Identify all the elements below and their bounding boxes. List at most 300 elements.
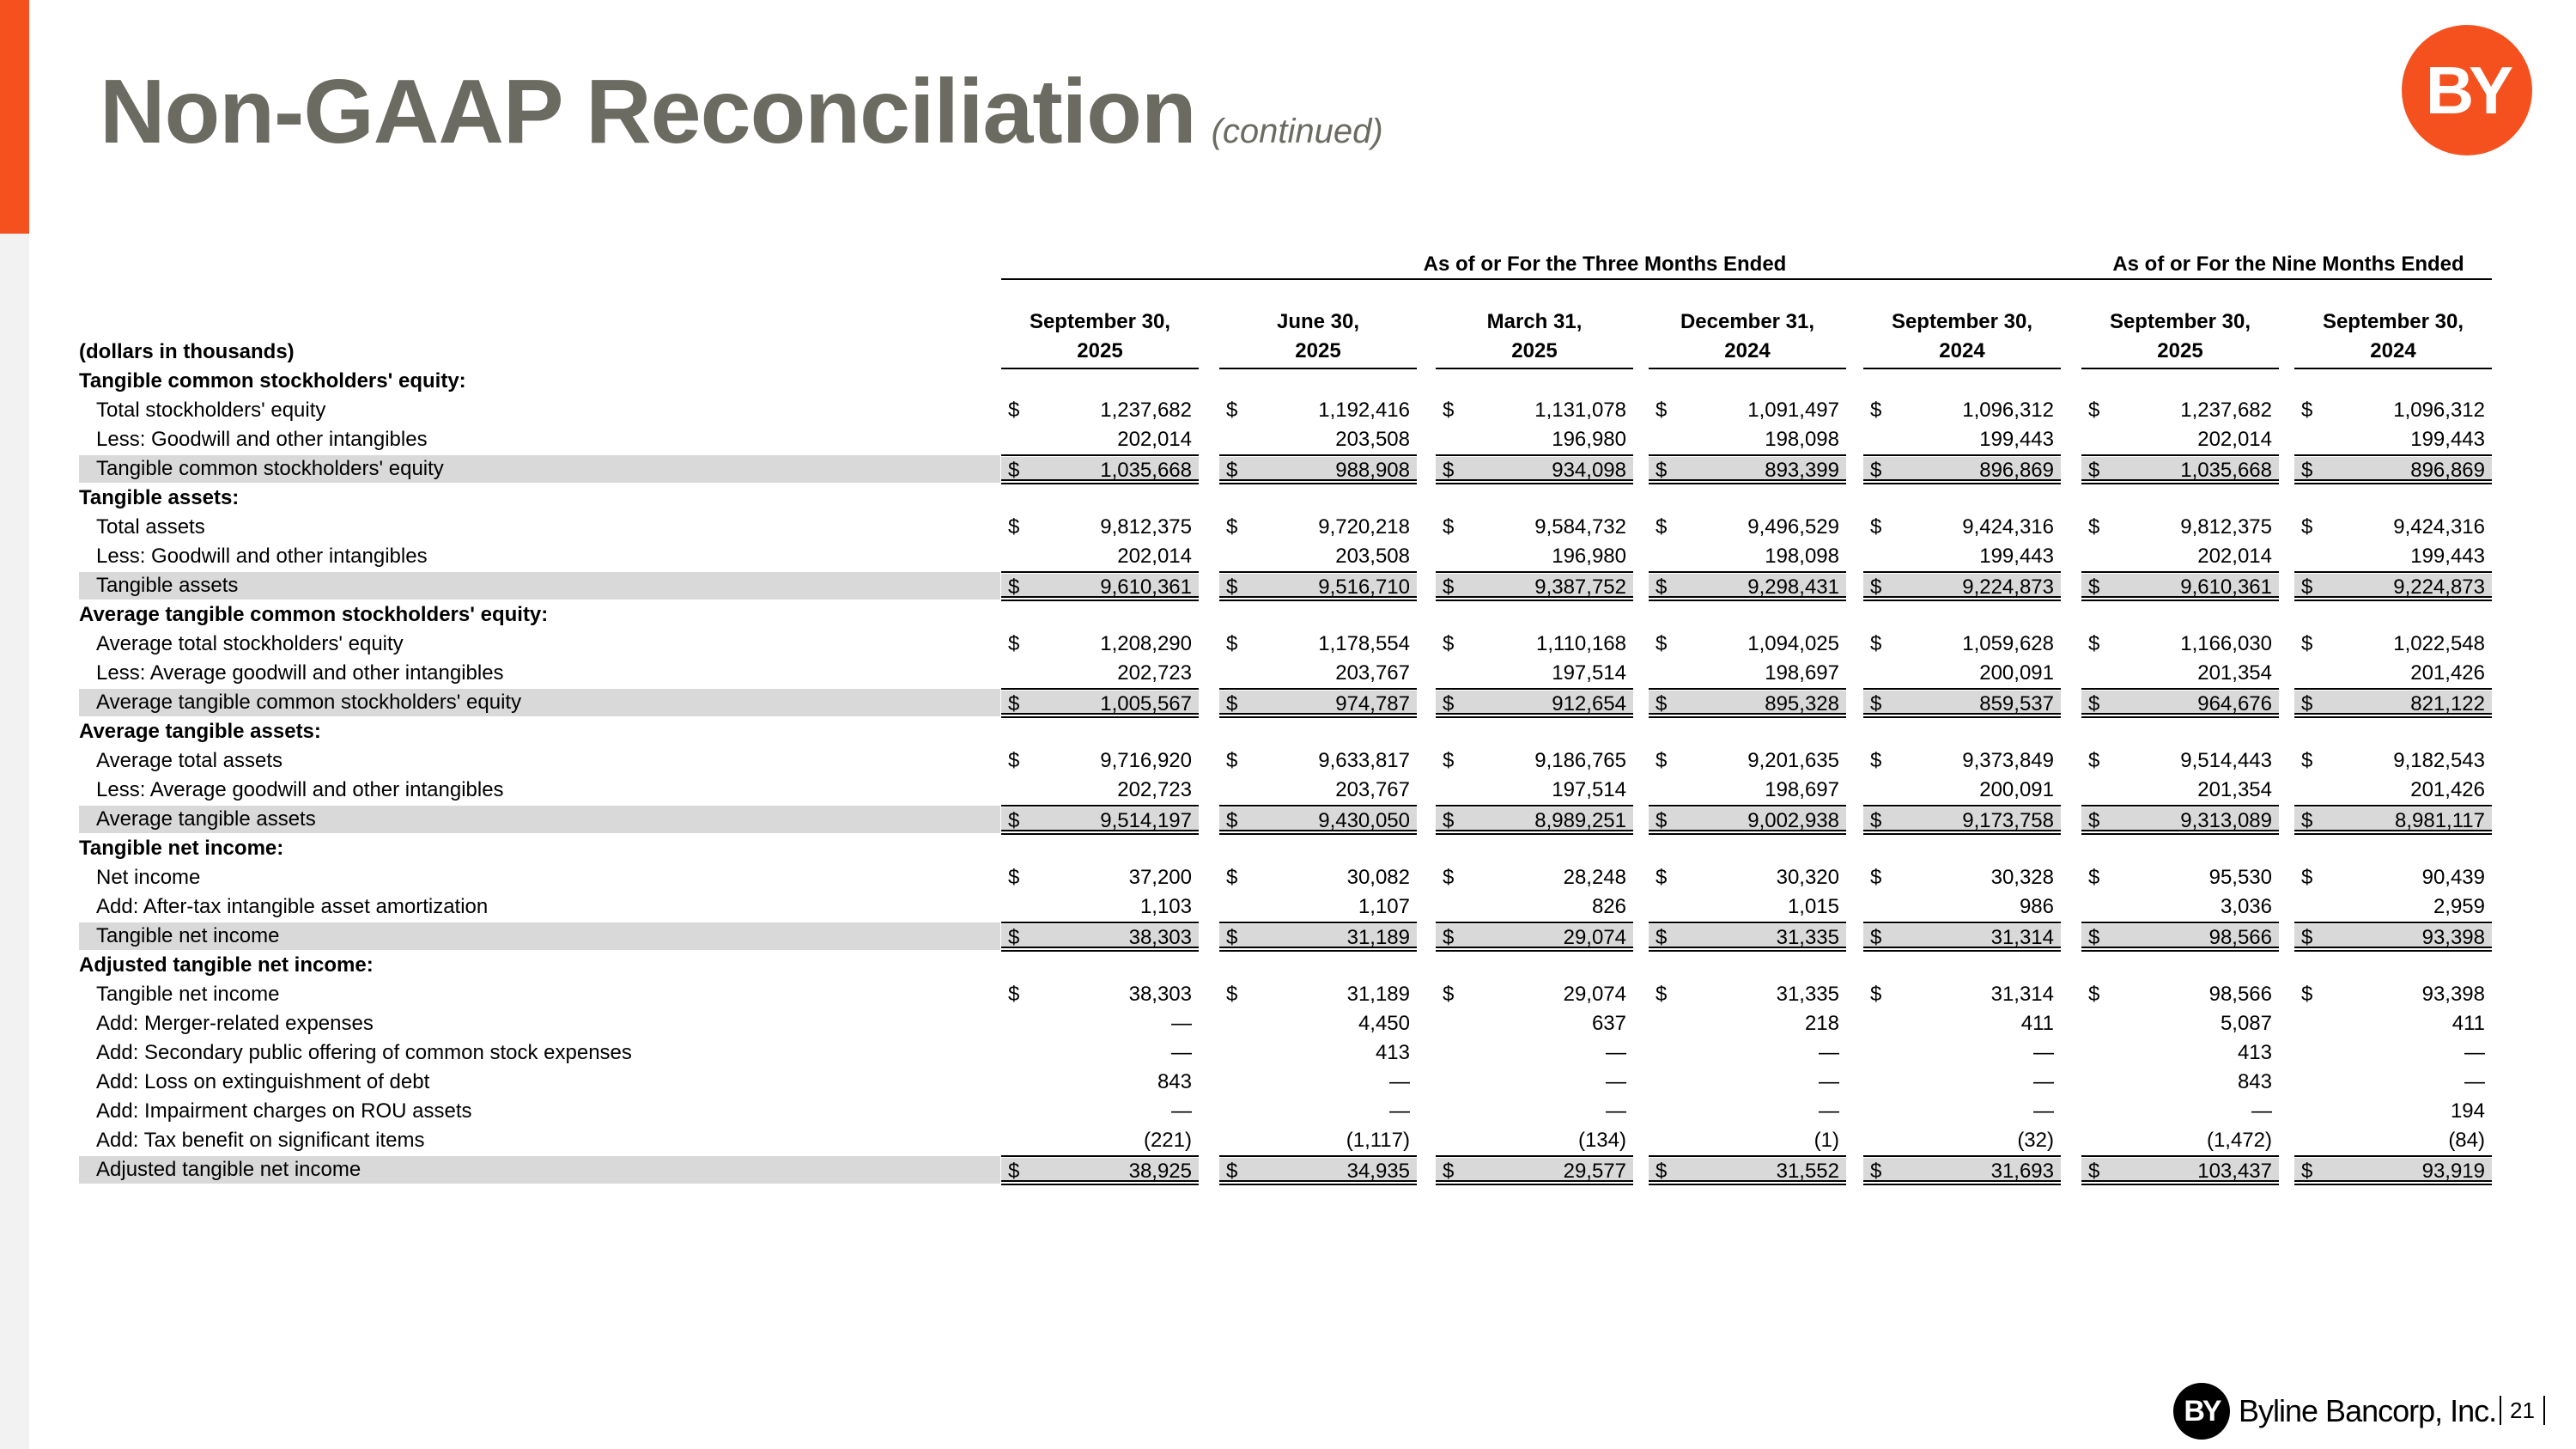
currency-symbol: $ <box>1443 459 1455 482</box>
cell-value: (134) <box>1577 1129 1626 1152</box>
cell-value: 31,314 <box>1990 983 2054 1006</box>
table-cell <box>1436 425 1633 454</box>
currency-symbol: $ <box>1226 749 1238 772</box>
cell-value: 1,035,668 <box>2180 459 2272 482</box>
page-title <box>100 60 1383 164</box>
cell-value: 38,303 <box>1128 926 1192 949</box>
currency-symbol: $ <box>1870 515 1882 539</box>
currency-symbol: $ <box>1656 1160 1668 1183</box>
cell-value: — <box>2251 1099 2272 1123</box>
subtotal-row <box>79 454 2483 484</box>
cell-value: 198,697 <box>1765 778 1839 801</box>
cell-value: 30,328 <box>1990 866 2054 889</box>
table-cell <box>2081 1038 2279 1068</box>
table-cell <box>1863 980 2061 1009</box>
table-cell <box>1219 1009 1417 1038</box>
currency-symbol: $ <box>2301 399 2313 422</box>
table-cell <box>1863 922 2061 952</box>
currency-symbol: $ <box>2088 692 2100 715</box>
table-cell <box>1863 1068 2061 1097</box>
table-cell <box>1649 571 1846 601</box>
row-label: Adjusted tangible net income <box>96 1158 361 1181</box>
row-label: Less: Goodwill and other intangibles <box>96 545 428 568</box>
cell-value: 9,514,443 <box>2180 749 2272 772</box>
cell-value: 974,787 <box>1335 692 1410 715</box>
cell-value: 411 <box>2451 1012 2485 1035</box>
footer-logo <box>2173 1383 2496 1440</box>
table-cell <box>1436 571 1633 601</box>
currency-symbol: $ <box>1226 926 1238 949</box>
cell-value: — <box>1819 1041 1839 1064</box>
table-cell <box>1001 454 1199 484</box>
table-cell <box>1649 922 1846 952</box>
table-cell <box>1436 776 1633 805</box>
table-cell <box>1219 1068 1417 1097</box>
table-cell <box>1436 454 1633 484</box>
table-cell <box>2294 1126 2492 1155</box>
table-cell <box>1001 1038 1199 1068</box>
cell-value: (1,472) <box>2206 1129 2272 1152</box>
cell-value: 826 <box>1591 895 1626 918</box>
cell-value: — <box>1171 1012 1192 1035</box>
currency-symbol: $ <box>2088 399 2100 422</box>
row-label: Total stockholders' equity <box>96 399 326 422</box>
table-cell <box>2294 396 2492 425</box>
table-cell <box>1649 1009 1846 1038</box>
currency-symbol: $ <box>1008 575 1020 599</box>
column-header-line2: 2025 <box>2157 339 2203 362</box>
table-cell <box>2081 980 2279 1009</box>
table-cell <box>1001 1009 1199 1038</box>
table-cell <box>1219 659 1417 688</box>
currency-symbol: $ <box>2088 866 2100 889</box>
currency-symbol: $ <box>1226 459 1238 482</box>
currency-symbol: $ <box>1443 866 1455 889</box>
table-cell <box>1219 630 1417 659</box>
cell-value: 9,224,873 <box>1962 575 2054 599</box>
row-label: Average total stockholders' equity <box>96 632 404 655</box>
currency-symbol: $ <box>1656 809 1668 832</box>
cell-value: — <box>1171 1041 1192 1064</box>
cell-value: 93,919 <box>2421 1160 2485 1183</box>
row-label: Add: Secondary public offering of common stock expenses <box>96 1041 632 1064</box>
currency-symbol: $ <box>1656 459 1668 482</box>
table-row <box>79 1009 2483 1038</box>
currency-symbol: $ <box>2301 575 2313 599</box>
table-cell <box>1001 863 1199 892</box>
table-cell <box>2081 513 2279 542</box>
row-label: Adjusted tangible net income: <box>79 953 374 977</box>
table-cell <box>2081 425 2279 454</box>
table-cell <box>1436 805 1633 835</box>
table-cell <box>1649 630 1846 659</box>
currency-symbol: $ <box>1656 866 1668 889</box>
column-header-line1: September 30, <box>2322 310 2464 333</box>
table-cell <box>2081 805 2279 835</box>
cell-value: 1,192,416 <box>1318 399 1410 422</box>
table-cell <box>1219 1097 1417 1126</box>
cell-value: 1,110,168 <box>1536 632 1626 655</box>
cell-value: 199,443 <box>2410 428 2485 451</box>
table-row <box>79 396 2483 425</box>
table-cell <box>1863 892 2061 922</box>
cell-value: 3,036 <box>2220 895 2272 918</box>
table-cell <box>1863 425 2061 454</box>
currency-symbol: $ <box>1008 692 1020 715</box>
table-cell <box>1863 1126 2061 1155</box>
section-header-row <box>79 834 2483 863</box>
table-row <box>79 746 2483 776</box>
currency-symbol: $ <box>1443 515 1455 539</box>
cell-value: 202,723 <box>1117 778 1192 801</box>
row-label: Add: Merger-related expenses <box>96 1012 374 1035</box>
cell-value: 8,981,117 <box>2395 809 2485 832</box>
table-cell <box>2081 688 2279 718</box>
cell-value: 1,237,682 <box>2180 399 2272 422</box>
table-cell <box>2081 454 2279 484</box>
cell-value: 895,328 <box>1765 692 1839 715</box>
currency-symbol: $ <box>2301 809 2313 832</box>
row-label: Tangible common stockholders' equity: <box>79 369 466 393</box>
currency-symbol: $ <box>1443 632 1455 655</box>
cell-value: 93,398 <box>2421 983 2485 1006</box>
cell-value: 31,693 <box>1990 1160 2054 1183</box>
column-header-line1: December 31, <box>1680 310 1815 333</box>
table-cell <box>1863 396 2061 425</box>
table-cell <box>1649 396 1846 425</box>
row-label: Add: Tax benefit on significant items <box>96 1129 425 1152</box>
cell-value: 90,439 <box>2421 866 2485 889</box>
currency-symbol: $ <box>1226 809 1238 832</box>
table-cell <box>1649 1097 1846 1126</box>
table-cell <box>1436 1068 1633 1097</box>
cell-value: 98,566 <box>2208 983 2272 1006</box>
currency-symbol: $ <box>1443 749 1455 772</box>
cell-value: 411 <box>2020 1012 2054 1035</box>
cell-value: 29,074 <box>1563 983 1626 1006</box>
column-header <box>2294 307 2492 369</box>
currency-symbol: $ <box>1443 399 1455 422</box>
cell-value: 843 <box>1157 1070 1192 1093</box>
section-header-row <box>79 951 2483 980</box>
cell-value: 9,173,758 <box>1962 809 2054 832</box>
cell-value: — <box>1389 1070 1410 1093</box>
currency-symbol: $ <box>1656 515 1668 539</box>
table-cell <box>2081 1155 2279 1185</box>
row-label: Average tangible assets <box>96 807 316 831</box>
table-cell <box>1436 513 1633 542</box>
currency-symbol: $ <box>2088 926 2100 949</box>
table-cell <box>1649 513 1846 542</box>
column-header <box>2081 307 2279 369</box>
cell-value: 200,091 <box>1979 778 2054 801</box>
cell-value: 9,516,710 <box>1318 575 1410 599</box>
row-label: Average total assets <box>96 749 283 772</box>
currency-symbol: $ <box>2301 983 2313 1006</box>
cell-value: 1,091,497 <box>1747 399 1839 422</box>
cell-value: (32) <box>2017 1129 2054 1152</box>
cell-value: 934,098 <box>1552 459 1626 482</box>
currency-symbol: $ <box>2301 1160 2313 1183</box>
cell-value: 34,935 <box>1346 1160 1410 1183</box>
row-label: Less: Goodwill and other intangibles <box>96 428 428 451</box>
table-cell <box>1863 1038 2061 1068</box>
row-label: Tangible common stockholders' equity <box>96 457 444 480</box>
cell-value: 93,398 <box>2421 926 2485 949</box>
cell-value: 4,450 <box>1358 1012 1410 1035</box>
table-cell <box>1649 746 1846 776</box>
table-row <box>79 892 2483 922</box>
cell-value: 203,508 <box>1335 545 1410 568</box>
cell-value: 203,508 <box>1335 428 1410 451</box>
cell-value: 1,131,078 <box>1534 399 1626 422</box>
table-cell <box>1436 542 1633 571</box>
table-cell <box>1436 688 1633 718</box>
table-cell <box>1436 630 1633 659</box>
table-cell <box>1436 863 1633 892</box>
column-header-line1: September 30, <box>2109 310 2251 333</box>
title-main: Non-GAAP Reconciliation <box>100 61 1196 162</box>
column-header-line2: 2024 <box>1939 339 1985 362</box>
table-cell <box>1001 1097 1199 1126</box>
currency-symbol: $ <box>1443 692 1455 715</box>
currency-symbol: $ <box>1443 575 1455 599</box>
table-cell <box>2081 776 2279 805</box>
table-cell <box>1436 980 1633 1009</box>
table-cell <box>2081 746 2279 776</box>
cell-value: — <box>1171 1099 1192 1123</box>
table-cell <box>1219 863 1417 892</box>
currency-symbol: $ <box>1870 983 1882 1006</box>
table-row <box>79 863 2483 892</box>
table-row <box>79 425 2483 454</box>
cell-value: 9,298,431 <box>1747 575 1839 599</box>
table-cell <box>1219 571 1417 601</box>
cell-value: 198,697 <box>1765 661 1839 685</box>
table-cell <box>1001 1126 1199 1155</box>
cell-value: 1,178,554 <box>1318 632 1410 655</box>
cell-value: 893,399 <box>1765 459 1839 482</box>
currency-symbol: $ <box>1008 515 1020 539</box>
table-cell <box>2294 1097 2492 1126</box>
cell-value: 203,767 <box>1335 778 1410 801</box>
currency-symbol: $ <box>1656 983 1668 1006</box>
currency-symbol: $ <box>2088 749 2100 772</box>
cell-value: 31,314 <box>1990 926 2054 949</box>
table-cell <box>2294 425 2492 454</box>
table-cell <box>1649 454 1846 484</box>
table-cell <box>1219 513 1417 542</box>
cell-value: 201,354 <box>2197 661 2272 685</box>
table-cell <box>1436 922 1633 952</box>
table-cell <box>1001 396 1199 425</box>
cell-value: 9,387,752 <box>1534 575 1626 599</box>
cell-value: 9,610,361 <box>1100 575 1192 599</box>
cell-value: — <box>2033 1041 2054 1064</box>
cell-value: 201,354 <box>2197 778 2272 801</box>
table-cell <box>2294 688 2492 718</box>
cell-value: 9,610,361 <box>2180 575 2272 599</box>
cell-value: 31,552 <box>1776 1160 1839 1183</box>
currency-symbol: $ <box>1656 575 1668 599</box>
table-cell <box>1219 1155 1417 1185</box>
column-header-line1: June 30, <box>1276 310 1360 333</box>
table-row <box>79 1068 2483 1097</box>
cell-value: 198,098 <box>1765 545 1839 568</box>
section-header-row <box>79 484 2483 513</box>
cell-value: 31,335 <box>1776 926 1839 949</box>
table-cell <box>1436 1126 1633 1155</box>
table-cell <box>1863 1155 2061 1185</box>
cell-value: 9,373,849 <box>1962 749 2054 772</box>
table-cell <box>1863 571 2061 601</box>
table-cell <box>1219 776 1417 805</box>
table-cell <box>1863 863 2061 892</box>
column-header <box>1219 307 1417 369</box>
cell-value: 9,716,920 <box>1100 749 1192 772</box>
column-header-line2: 2025 <box>1077 339 1123 362</box>
cell-value: 1,107 <box>1358 895 1410 918</box>
cell-value: — <box>2033 1070 2054 1093</box>
cell-value: 29,074 <box>1563 926 1626 949</box>
cell-value: 988,908 <box>1335 459 1410 482</box>
table-cell <box>2294 1009 2492 1038</box>
table-cell <box>2081 396 2279 425</box>
cell-value: 9,424,316 <box>2393 515 2485 539</box>
table-cell <box>1863 659 2061 688</box>
table-cell <box>1219 454 1417 484</box>
table-cell <box>1001 513 1199 542</box>
table-cell <box>1649 1126 1846 1155</box>
column-header-line1: September 30, <box>1891 310 2033 333</box>
currency-symbol: $ <box>1870 1160 1882 1183</box>
table-cell <box>1863 805 2061 835</box>
cell-value: 202,014 <box>2197 545 2272 568</box>
currency-symbol: $ <box>1443 1160 1455 1183</box>
currency-symbol: $ <box>1870 459 1882 482</box>
cell-value: 218 <box>1804 1012 1839 1035</box>
table-cell <box>2294 542 2492 571</box>
currency-symbol: $ <box>2088 983 2100 1006</box>
currency-symbol: $ <box>2088 459 2100 482</box>
cell-value: 30,082 <box>1346 866 1410 889</box>
currency-symbol: $ <box>1008 926 1020 949</box>
table-row <box>79 980 2483 1009</box>
table-cell <box>2081 630 2279 659</box>
column-header-line1: March 31, <box>1486 310 1583 333</box>
table-cell <box>1649 659 1846 688</box>
cell-value: 912,654 <box>1552 692 1626 715</box>
table-cell <box>1219 892 1417 922</box>
currency-symbol: $ <box>1443 926 1455 949</box>
cell-value: 1,096,312 <box>2393 399 2485 422</box>
column-header-line2: 2025 <box>1295 339 1341 362</box>
table-cell <box>1001 922 1199 952</box>
cell-value: 9,313,089 <box>2180 809 2272 832</box>
row-label: Tangible assets: <box>79 486 240 509</box>
column-header-line1: September 30, <box>1029 310 1171 333</box>
cell-value: 202,723 <box>1117 661 1192 685</box>
column-header <box>1001 307 1199 369</box>
cell-value: 2,959 <box>2433 895 2485 918</box>
table-cell <box>1863 776 2061 805</box>
row-label: Average tangible assets: <box>79 720 321 743</box>
currency-symbol: $ <box>2088 1160 2100 1183</box>
row-label: Average tangible common stockholders' equity: <box>79 603 549 626</box>
currency-symbol: $ <box>1226 575 1238 599</box>
cell-value: 9,424,316 <box>1962 515 2054 539</box>
cell-value: 194 <box>2450 1099 2485 1123</box>
cell-value: 1,015 <box>1787 895 1839 918</box>
currency-symbol: $ <box>1870 575 1882 599</box>
table-cell <box>1649 892 1846 922</box>
table-cell <box>2081 1097 2279 1126</box>
currency-symbol: $ <box>1008 1160 1020 1183</box>
row-label: Average tangible common stockholders' equity <box>96 691 522 714</box>
subtotal-row <box>79 1155 2483 1184</box>
table-row <box>79 1038 2483 1068</box>
table-cell <box>1001 1068 1199 1097</box>
cell-value: (221) <box>1143 1129 1192 1152</box>
subtotal-row <box>79 805 2483 834</box>
cell-value: — <box>1606 1099 1626 1123</box>
cell-value: 1,005,567 <box>1100 692 1192 715</box>
table-cell <box>1219 980 1417 1009</box>
currency-symbol: $ <box>1656 632 1668 655</box>
table-cell <box>2294 746 2492 776</box>
currency-symbol: $ <box>1226 632 1238 655</box>
table-cell <box>1649 1155 1846 1185</box>
cell-value: — <box>1819 1099 1839 1123</box>
table-cell <box>1649 688 1846 718</box>
cell-value: 31,189 <box>1346 983 1410 1006</box>
table-cell <box>2294 571 2492 601</box>
row-label: Add: Loss on extinguishment of debt <box>96 1070 430 1093</box>
table-cell <box>2081 892 2279 922</box>
table-cell <box>1001 980 1199 1009</box>
cell-value: 9,224,873 <box>2393 575 2485 599</box>
page-number: 21 <box>2500 1396 2545 1425</box>
currency-symbol: $ <box>1008 809 1020 832</box>
table-cell <box>2081 542 2279 571</box>
cell-value: 9,720,218 <box>1318 515 1410 539</box>
cell-value: 37,200 <box>1128 866 1192 889</box>
cell-value: 896,869 <box>1979 459 2054 482</box>
table-cell <box>1001 630 1199 659</box>
currency-symbol: $ <box>1656 399 1668 422</box>
currency-symbol: $ <box>1656 926 1668 949</box>
cell-value: 9,182,543 <box>2393 749 2485 772</box>
table-cell <box>1436 746 1633 776</box>
currency-symbol: $ <box>2301 749 2313 772</box>
cell-value: — <box>1606 1070 1626 1093</box>
cell-value: 1,022,548 <box>2393 632 2485 655</box>
cell-value: 198,098 <box>1765 428 1839 451</box>
table-cell <box>1649 980 1846 1009</box>
table-cell <box>1863 630 2061 659</box>
table-row <box>79 542 2483 571</box>
table-cell <box>2081 863 2279 892</box>
table-cell <box>2294 922 2492 952</box>
table-cell <box>1219 1126 1417 1155</box>
cell-value: 896,869 <box>2410 459 2485 482</box>
cell-value: 38,925 <box>1128 1160 1192 1183</box>
cell-value: — <box>1819 1070 1839 1093</box>
currency-symbol: $ <box>1008 866 1020 889</box>
currency-symbol: $ <box>2301 515 2313 539</box>
cell-value: 1,059,628 <box>1962 632 2054 655</box>
table-cell <box>1219 805 1417 835</box>
